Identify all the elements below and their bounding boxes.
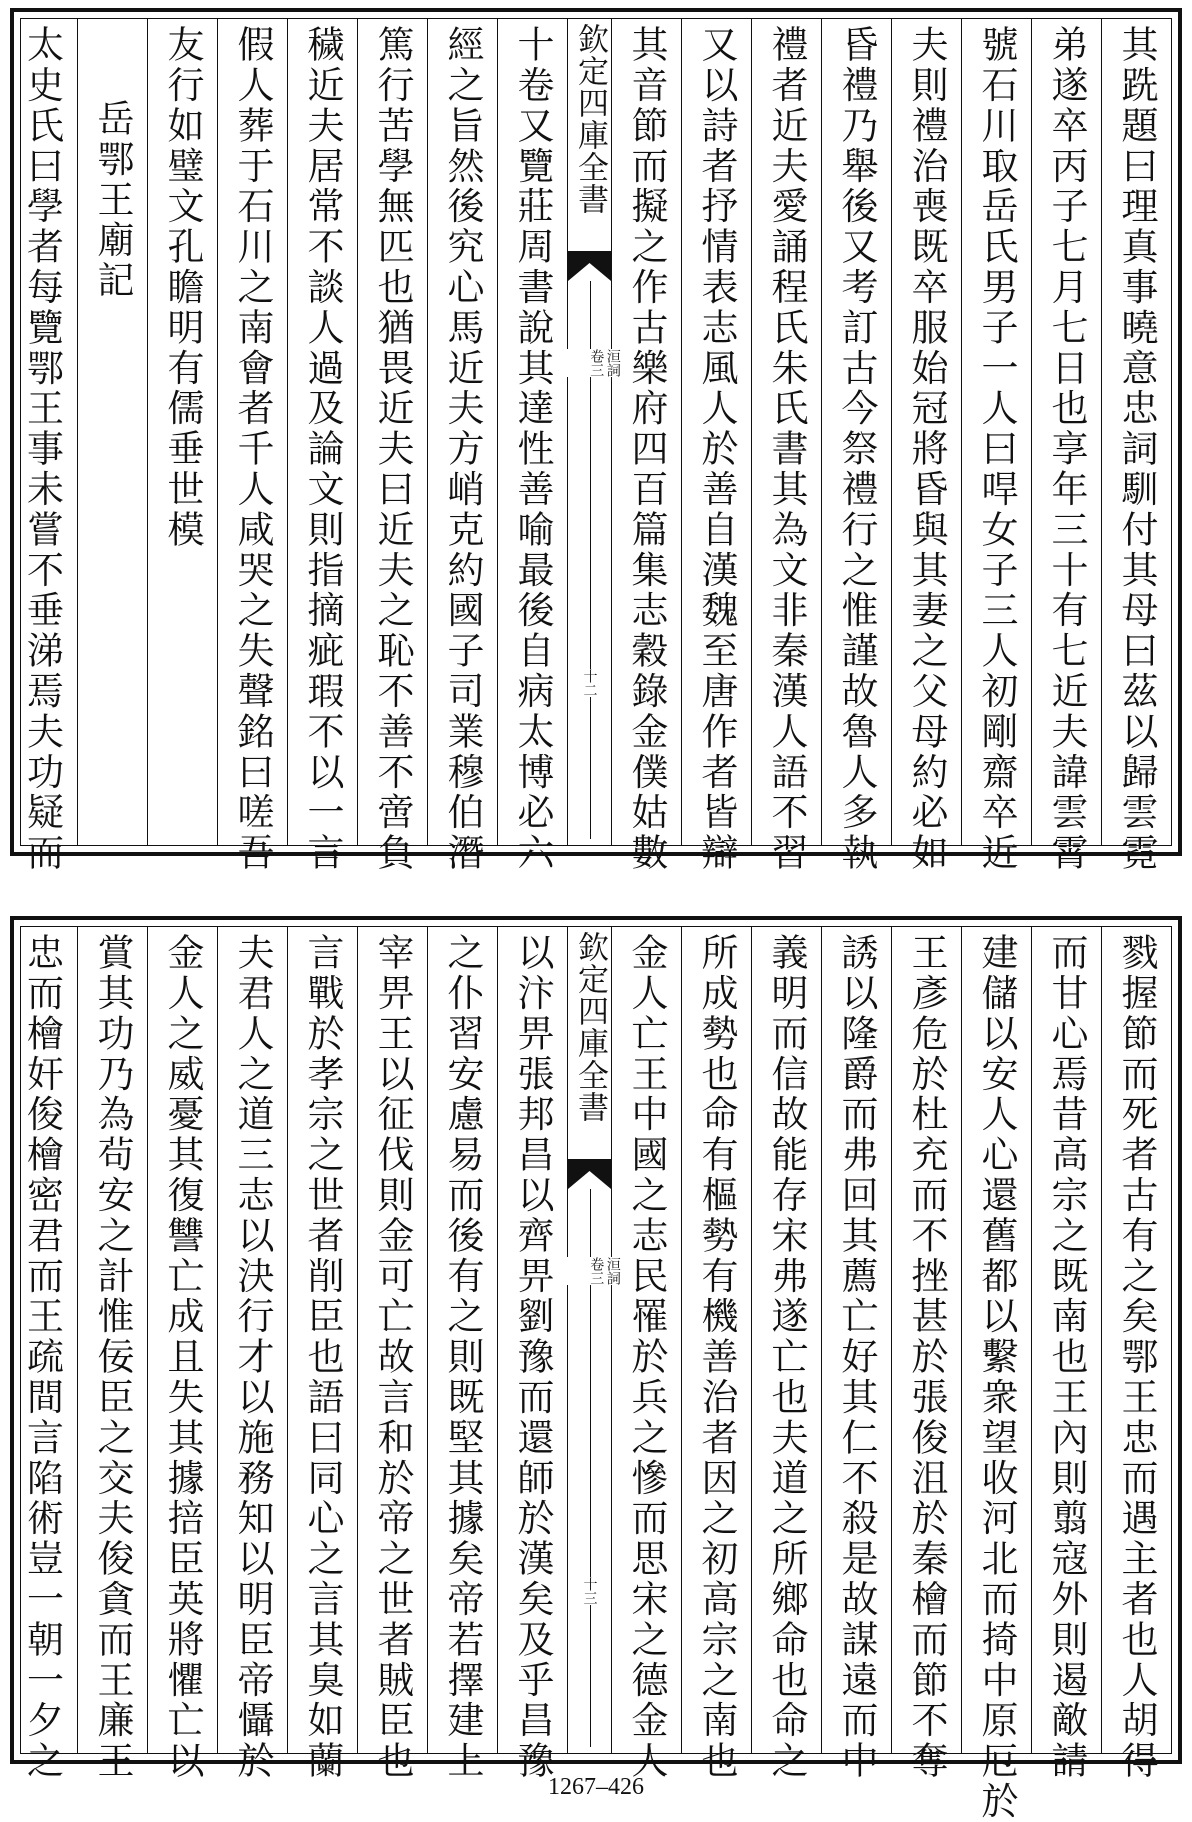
text-column xyxy=(77,927,147,1782)
text-column xyxy=(891,19,961,874)
text-column xyxy=(147,927,217,1782)
text-column xyxy=(77,19,147,845)
column-text: 王彥危於杜充而不挫甚於張俊沮於秦檜而節不奪 xyxy=(905,933,948,1782)
column-text: 假人葬于石川之南會者千人咸哭之失聲銘曰嗟吾 xyxy=(231,25,274,874)
column-text: 而甘心焉昔高宗之既南也王內則翦寇外則遏敵請 xyxy=(1045,933,1088,1782)
text-column xyxy=(961,927,1031,1822)
text-column xyxy=(961,19,1031,874)
column-text: 太史氏曰學者每覽鄂王事未嘗不垂涕焉夫功疑而 xyxy=(20,25,64,874)
page-top-frame xyxy=(20,18,1172,874)
column-text: 十卷又覽莊周書說其達性善喻最後自病太博必六 xyxy=(511,25,554,874)
column-text: 昏禮乃舉後又考訂古今祭禮行之惟謹故魯人多執 xyxy=(835,25,878,874)
column-text: 經之旨然後究心馬近夫方峭克約國子司業穆伯潛 xyxy=(441,25,484,874)
column-text: 夫則禮治喪既卒服始冠將昏與其妻之父母約必如 xyxy=(905,25,948,874)
text-column xyxy=(217,927,287,1782)
text-column xyxy=(681,927,751,1782)
column-text: 夫君人之道三志以決行才以施務知以明臣帝懾於 xyxy=(231,933,274,1782)
page-top xyxy=(10,8,1182,874)
banner-book-name: 洹詞 xyxy=(604,349,621,377)
text-column xyxy=(427,927,497,1782)
column-text: 言戰於孝宗之世者削臣也語曰同心之言其臭如蘭 xyxy=(301,933,344,1782)
text-column xyxy=(681,19,751,874)
page-footer-number: 1267–426 xyxy=(548,1774,644,1800)
text-column xyxy=(427,19,497,874)
column-text: 戮握節而死者古有之矣鄂王忠而遇主者也人胡得 xyxy=(1115,933,1158,1782)
banner-page-number: 十二 xyxy=(581,669,598,697)
column-text: 弟遂卒丙子七月七日也享年三十有七近夫諱雲霄 xyxy=(1045,25,1088,874)
text-column xyxy=(891,927,961,1782)
column-text: 宰畀王以征伐則金可亡故言和於帝之世者賊臣也 xyxy=(371,933,414,1782)
text-column xyxy=(611,927,681,1782)
column-text: 又以詩者抒情表志風人於善自漢魏至唐作者皆辯 xyxy=(695,25,738,874)
banner-book-name: 洹詞 xyxy=(604,1257,621,1285)
center-banner xyxy=(567,927,621,1753)
text-column xyxy=(357,927,427,1782)
banner-title: 欽定四庫全書 xyxy=(572,23,608,215)
text-column xyxy=(357,19,427,874)
text-column xyxy=(751,927,821,1782)
column-text: 忠而檜奸俊檜密君而王疏間言陷術豈一朝一夕之 xyxy=(20,933,64,1782)
text-column xyxy=(497,927,567,1782)
column-text: 誘以隆爵而弗回其薦亡好其仁不殺是故謀遠而中 xyxy=(835,933,878,1782)
column-text: 其音節而擬之作古樂府四百篇集志穀錄金僕姑數 xyxy=(625,25,668,874)
fishtail-mark xyxy=(568,251,611,281)
column-text: 禮者近夫愛誦程氏朱氏書其為文非秦漢人語不習 xyxy=(765,25,808,874)
column-text: 友行如璧文孔瞻明有儒垂世模 xyxy=(161,25,204,551)
banner-volume xyxy=(559,1257,620,1285)
text-column xyxy=(7,927,77,1782)
column-text: 號石川取岳氏男子一人曰哻女子三人初剛齋卒近 xyxy=(975,25,1018,874)
banner-page-number: 十三 xyxy=(581,1577,598,1605)
column-text: 所成勢也命有樞勢有機善治者因之初高宗之南也 xyxy=(695,933,738,1782)
banner-volume xyxy=(559,349,620,377)
column-text: 其跣題曰理真事曉意忠詞馴付其母曰茲以歸雲霓 xyxy=(1115,25,1158,874)
column-text: 以汴畀張邦昌以齊畀劉豫而還師於漢矣及乎昌豫 xyxy=(511,933,554,1782)
text-column xyxy=(611,19,681,874)
text-column xyxy=(497,19,567,874)
text-column xyxy=(821,927,891,1782)
section-title: 岳鄂王廟記 xyxy=(91,99,134,301)
column-text: 篤行苦學無匹也猶畏近夫曰近夫之恥不善不啻負 xyxy=(371,25,414,874)
column-text: 建儲以安人心還舊都以繫衆望收河北而掎中原厄於 xyxy=(975,933,1018,1822)
text-column xyxy=(7,19,77,874)
text-column xyxy=(147,19,217,845)
text-column xyxy=(287,19,357,874)
text-column xyxy=(821,19,891,874)
banner-volume-number: 卷三 xyxy=(588,1257,605,1285)
text-column xyxy=(1031,927,1101,1782)
text-column xyxy=(751,19,821,874)
column-text: 義明而信故能存宋弗遂亡也夫道之所鄉命也命之 xyxy=(765,933,808,1782)
fishtail-mark xyxy=(568,1159,611,1189)
column-text: 金人之威憂其復讐亡成且失其據掊臣英將懼亡以 xyxy=(161,933,204,1782)
banner-title: 欽定四庫全書 xyxy=(572,931,608,1123)
column-text: 之仆習安慮易而後有之則既堅其據矣帝若擇建上 xyxy=(441,933,484,1782)
text-column xyxy=(1101,19,1171,874)
banner-volume-number: 卷三 xyxy=(588,349,605,377)
text-column xyxy=(287,927,357,1782)
column-text: 穢近夫居常不談人過及論文則指摘疵瑕不以一言 xyxy=(301,25,344,874)
column-text: 金人亡王中國之志民罹於兵之慘而思宋之德金人 xyxy=(625,933,668,1782)
column-text: 賞其功乃為茍安之計惟佞臣之交夫俊貪而王廉王 xyxy=(91,933,134,1782)
center-banner xyxy=(567,19,621,845)
text-column xyxy=(217,19,287,874)
text-column xyxy=(1101,927,1171,1782)
text-column xyxy=(1031,19,1101,874)
